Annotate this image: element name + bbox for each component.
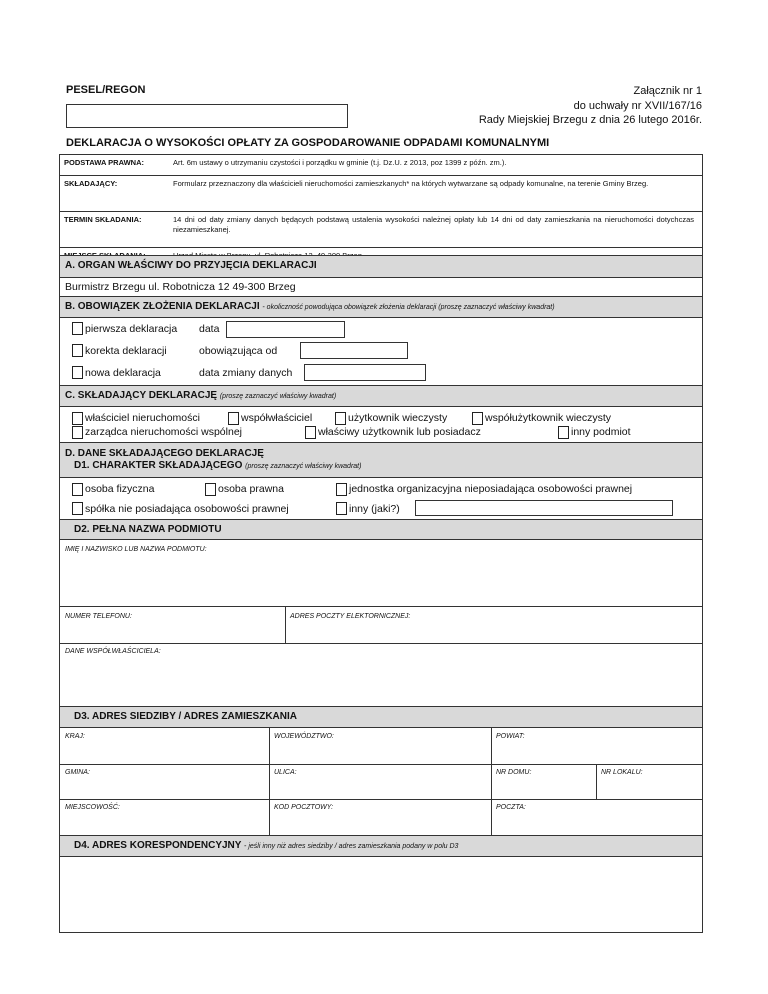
divider <box>285 606 286 643</box>
perpetual-user-checkbox[interactable] <box>335 412 346 425</box>
owner-label: właściciel nieruchomości <box>85 412 200 424</box>
pesel-input[interactable] <box>66 104 348 128</box>
annex-line-3: Rady Miejskiej Brzegu z dnia 26 lutego 2016r. <box>478 114 702 126</box>
divider <box>60 799 702 800</box>
d4-title: D4. ADRES KORESPONDENCYJNY <box>74 840 242 851</box>
org-unit-checkbox[interactable] <box>336 483 347 496</box>
legal-person-checkbox[interactable] <box>205 483 216 496</box>
divider <box>596 764 597 799</box>
section-a-header: A. ORGAN WŁAŚCIWY DO PRZYJĘCIA DEKLARACJI <box>60 256 702 278</box>
d1-note: (proszę zaznaczyć właściwy kwadrat) <box>245 463 362 470</box>
annex-line-1: Załącznik nr 1 <box>633 85 702 97</box>
section-c-header <box>60 385 702 407</box>
co-owner-checkbox[interactable] <box>228 412 239 425</box>
section-c-title: C. SKŁADAJĄCY DEKLARACJĘ <box>65 390 218 401</box>
change-date-label: data zmiany danych <box>199 367 293 379</box>
date-field[interactable] <box>226 321 345 338</box>
info-value: 14 dni od daty zmiany danych będących podstawą ustalenia wysokości należnej opłaty lub 14 dni od daty zamieszkania na nieruchomości dotychczas niezamieszkanej. <box>173 215 694 234</box>
county-label: POWIAT: <box>496 733 525 740</box>
info-label: TERMIN SKŁADANIA: <box>64 215 142 224</box>
other-entity-label: inny podmiot <box>571 426 631 438</box>
section-c-note: (proszę zaznaczyć właściwy kwadrat) <box>219 393 337 400</box>
possessor-checkbox[interactable] <box>305 426 316 439</box>
possessor-label: właściwy użytkownik lub posiadacz <box>318 426 481 438</box>
partnership-checkbox[interactable] <box>72 502 83 515</box>
section-d-title: D. DANE SKŁADAJĄCEGO DEKLARACJĘ <box>65 448 264 459</box>
info-value: Art. 6m ustawy o utrzymaniu czystości i porządku w gminie (t.j. Dz.U. z 2013, poz 1399 z późn. zm.). <box>173 158 507 167</box>
info-label: PODSTAWA PRAWNA: <box>64 158 144 167</box>
partnership-label: spółka nie posiadająca osobowości prawnej <box>85 503 289 515</box>
email-label: ADRES POCZTY ELEKTORNICZNEJ: <box>290 613 411 620</box>
manager-checkbox[interactable] <box>72 426 83 439</box>
perpetual-user-label: użytkownik wieczysty <box>348 412 448 424</box>
flat-number-label: NR LOKALU: <box>601 769 643 776</box>
co-perpetual-user-checkbox[interactable] <box>472 412 483 425</box>
valid-from-field[interactable] <box>300 342 408 359</box>
annex-line-2: do uchwały nr XVII/167/16 <box>573 99 702 112</box>
divider <box>60 606 702 607</box>
other-kind-field[interactable] <box>415 500 673 516</box>
valid-from-label: obowiązująca od <box>199 345 278 357</box>
d4-note: - jeśli inny niż adres siedziby / adres zamieszkania podany w polu D3 <box>244 843 459 850</box>
d4-header <box>60 835 702 857</box>
d2-header: D2. PEŁNA NAZWA PODMIOTU <box>60 519 702 540</box>
pesel-label: PESEL/REGON <box>66 84 146 96</box>
date-label: data <box>199 323 220 335</box>
natural-person-label: osoba fizyczna <box>85 483 155 495</box>
legal-person-label: osoba prawna <box>218 483 284 495</box>
section-b-note: - okoliczność powodująca obowiązek złożenia deklaracji (proszę zaznaczyć właściwy kwadrat) <box>262 304 555 311</box>
info-label: SKŁADAJĄCY: <box>64 179 118 188</box>
first-declaration-checkbox[interactable] <box>72 322 83 335</box>
document-title: DEKLARACJA O WYSOKOŚCI OPŁATY ZA GOSPODAROWANIE ODPADAMI KOMUNALNYMI <box>66 137 550 149</box>
voivodeship-label: WOJEWÓDZTWO: <box>274 733 334 740</box>
postcode-label: KOD POCZTOWY: <box>274 804 334 811</box>
d1-title: D1. CHARAKTER SKŁADAJĄCEGO <box>74 460 243 471</box>
other-kind-label: inny (jaki?) <box>349 503 400 515</box>
correction-checkbox[interactable] <box>72 344 83 357</box>
change-date-field[interactable] <box>304 364 426 381</box>
new-declaration-checkbox[interactable] <box>72 366 83 379</box>
section-b-header <box>60 296 702 318</box>
new-declaration-label: nowa deklaracja <box>85 367 161 379</box>
org-unit-label: jednostka organizacyjna nieposiadająca osobowości prawnej <box>349 483 633 495</box>
city-label: MIEJSCOWOŚĆ: <box>65 804 120 811</box>
correction-label: korekta deklaracji <box>85 345 167 357</box>
co-owner-data-label: DANE WSPÓŁWŁAŚCICIELA: <box>65 648 161 655</box>
first-declaration-label: pierwsza deklaracja <box>85 323 178 335</box>
info-table <box>59 154 703 270</box>
declaration-form <box>59 255 703 933</box>
d1-header <box>65 460 697 473</box>
co-perpetual-user-label: współużytkownik wieczysty <box>485 412 612 424</box>
info-row <box>60 176 702 212</box>
commune-label: GMINA: <box>65 769 90 776</box>
street-label: ULICA: <box>274 769 297 776</box>
section-a-value: Burmistrz Brzegu ul. Robotnicza 12 49-300 Brzeg <box>65 281 296 293</box>
entity-name-label: IMIĘ I NAZWISKO LUB NAZWA PODMIOTU: <box>65 546 207 553</box>
divider <box>60 643 702 644</box>
phone-label: NUMER TELEFONU: <box>65 613 132 620</box>
other-kind-checkbox[interactable] <box>336 502 347 515</box>
info-row <box>60 155 702 176</box>
house-number-label: NR DOMU: <box>496 769 532 776</box>
country-label: KRAJ: <box>65 733 85 740</box>
co-owner-label: współwłaściciel <box>241 412 313 424</box>
info-value: Formularz przeznaczony dla właścicieli nieruchomości zamieszkanych* na których wytwarzane są odpady komunalne, na terenie Gminy Brzeg. <box>173 179 649 188</box>
owner-checkbox[interactable] <box>72 412 83 425</box>
section-d-header <box>60 442 702 478</box>
divider <box>491 728 492 835</box>
post-office-label: POCZTA: <box>496 804 526 811</box>
other-entity-checkbox[interactable] <box>558 426 569 439</box>
info-row <box>60 212 702 248</box>
d3-header: D3. ADRES SIEDZIBY / ADRES ZAMIESZKANIA <box>60 706 702 728</box>
divider <box>60 764 702 765</box>
divider <box>269 728 270 835</box>
manager-label: zarządca nieruchomości wspólnej <box>85 426 242 438</box>
section-b-title: B. OBOWIĄZEK ZŁOŻENIA DEKLARACJI <box>65 301 260 312</box>
annex-reference <box>479 84 702 128</box>
natural-person-checkbox[interactable] <box>72 483 83 496</box>
